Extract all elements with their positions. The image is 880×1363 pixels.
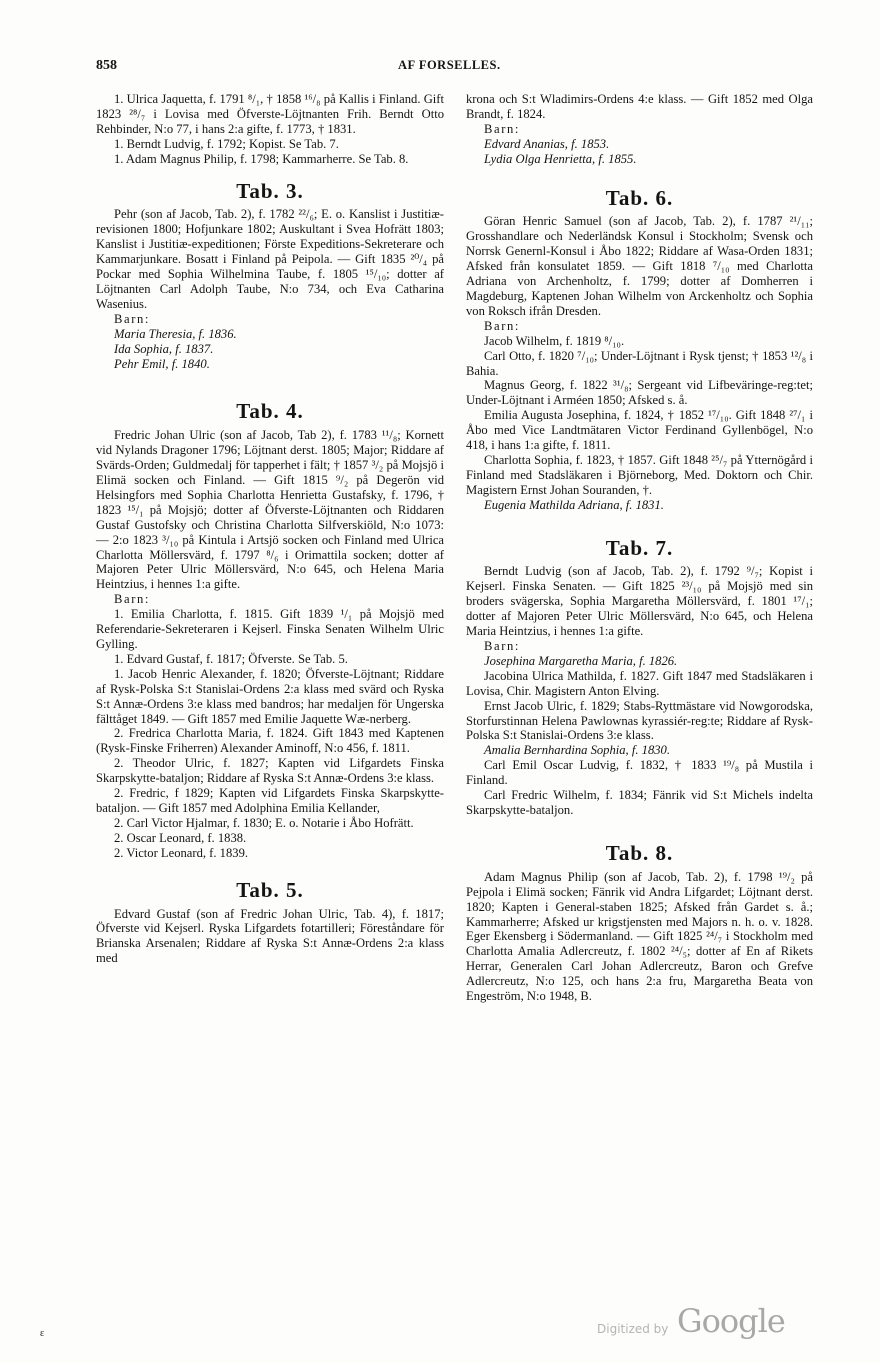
tab-7-children-label: Barn: xyxy=(484,639,520,653)
tab-7-child: Carl Emil Oscar Ludvig, f. 1832, † 1833 ¹⁹/₈ på Mustila i Finland. xyxy=(466,758,813,788)
page-header xyxy=(96,58,814,80)
tab-5-heading: Tab. 5. xyxy=(236,877,304,902)
tab-4-child: 2. Theodor Ulric, f. 1827; Kapten vid Lifgardets Finska Skarpskytte-bataljon; Riddare af Ryska S:t Annæ-Ordens 3:e klass. xyxy=(96,756,444,786)
tab-3-heading: Tab. 3. xyxy=(236,178,304,203)
entry-adam-magnus: 1. Adam Magnus Philip, f. 1798; Kammarherre. Se Tab. 8. xyxy=(114,151,409,166)
entry-berndt-ludvig: 1. Berndt Ludvig, f. 1792; Kopist. Se Tab. 7. xyxy=(114,136,339,151)
google-logo: Google xyxy=(677,1302,785,1340)
tab-8-text: Adam Magnus Philip (son af Jacob, Tab. 2), f. 1798 ¹⁹/₂ på Pejpola i Elimä socken; Fänrik vid Andra Lifgardet; Löjtnant derst. 1820; Kapten i General-staben 1825; Afsked från Gardet s. å.; Kammarherre; Afsked ur krigstjensten med Majors n. h. o. v. 1828. Eger Ekensberg i Södermanland. — Gift 1825 ²⁴/₇ i Stockholm med Charlotta Amalia Adlercreutz, f. 1802 ²⁴/₅; dotter af En af Rikets Herrar, Generalen Carl Johan Adlercreutz, Baron och Grefve Adlercreutz, N:o 125, och hans 2:a fru, Margaretha Beata von Engeström, N:o 1948, B. xyxy=(466,869,813,1004)
tab-4-child: 1. Edvard Gustaf, f. 1817; Öfverste. Se Tab. 5. xyxy=(114,651,348,666)
tab-3-text: Pehr (son af Jacob, Tab. 2), f. 1782 ²²/₆; E. o. Kanslist i Justitiæ-revisionen 1800; Hofjunkare 1802; Auskultant i Svea Hofrätt 1803; Kanslist i Justitiæ-expeditionen; Förste Expeditions-Sekreterare och Kammarjunkare. Bosatt i Finland på Peipola. — Gift 1835 ²⁰/₄ på Pockar med Sophia Wilhelmina Taube, f. 1805 ¹⁵/₁₀; dotter af Löjtnanten Carl Adolph Taube, N:o 734, och Eva Catharina Wasenius. xyxy=(96,207,444,311)
tab-5-child: Edvard Ananias, f. 1853. xyxy=(484,136,610,151)
tab-7-child: Carl Fredric Wilhelm, f. 1834; Fänrik vid S:t Michels indelta Skarpskytte-bataljon. xyxy=(466,788,813,817)
tab-4-children-label: Barn: xyxy=(114,592,150,607)
tab-3-child: Maria Theresia, f. 1836. xyxy=(114,326,237,341)
tab-4-child: 1. Emilia Charlotta, f. 1815. Gift 1839 ¹/₁ på Mojsjö med Referendarie-Sekreteraren i Kejserl. Finska Senaten Wilhelm Ulric Gylling. xyxy=(96,607,444,651)
tab-4-child: 1. Jacob Henric Alexander, f. 1820; Öfverste-Löjtnant; Riddare af Rysk-Polska S:t Stanislai-Ordens 2:a klass med svärd och Ryska S:t Annæ-Ordens 3:e klass med bandros; har medaljen för Ungerska fälttåget 1849. — Gift 1857 med Emilie Jaquette Wæ-nerberg. xyxy=(96,666,444,726)
tab-6-child: Charlotta Sophia, f. 1823, † 1857. Gift 1848 ²⁵/₇ på Ytternögård i Finland med Stadsläkaren i Björneborg, Med. Doktorn och Chir. Magistern Ernst Johan Souranden, †. xyxy=(466,452,813,497)
tab-4-child: 2. Carl Victor Hjalmar, f. 1830; E. o. Notarie i Åbo Hofrätt. xyxy=(114,815,414,830)
tab-7-text: Berndt Ludvig (son af Jacob, Tab. 2), f. 1792 ⁹/₇; Kopist i Kejserl. Finska Senaten. — Gift 1825 ²³/₁₀ på Mojsjö med sin broders svägerska, Sophia Margaretha Möllersvärd, f. 1801 ¹⁷/₁; dotter af Majoren Peter Ulric Möllersvärd, N:o 645, och Helena Maria Heintzius, i hennes 1:a gifte. xyxy=(466,564,813,639)
tab-6-text: Göran Henric Samuel (son af Jacob, Tab. 2), f. 1787 ²¹/₁₁; Grosshandlare och Nederländsk Konsul i Stockholm; Svensk och Norrsk Genernl-Konsul i Åbo 1822; Riddare af Wasa-Orden 1831; Afsked från konsulatet 1859. — Gift 1818 ⁷/₁₀ med Charlotta Adriana von Archenholtz, f. 1799; dotter af Domherren i Magdeburg, Kaptenen Johan Wilhelm von Arckenholtz och Sophia von Roksch ifrån Dresden. xyxy=(466,214,813,318)
tab-4-text: Fredric Johan Ulric (son af Jacob, Tab 2), f. 1783 ¹¹/₈; Kornett vid Nylands Dragoner 1796; Löjtnant derst. 1805; Major; Riddare af Svärds-Orden; Guldmedalj för tapperhet i fält; † 1857 ³/₂ på Mojsjö i Elimä socken och Finland. — Gift 1815 ⁹/₂ på Degerön vid Helsingfors med Sophia Charlotta Henrietta Gustafsky, f. 1796, † 1823 ¹⁵/₁ på Mojsjö; dotter af Öfverste-Löjtnanten och Riddaren Gustaf Gustofsky och Christina Charlotta Silfverskiöld, N:o 1073: — 2:o 1823 ³/₁₀ på Kintula i Artsjö socken och Finland med Ulrica Charlotta Möllersvärd, f. 1797 ⁸/₆ i Orimattila socken; dotter af Majoren Peter Ulric Möllersvärd, N:o 645, och Helena Maria Heintzius, i hennes 1:a gifte. xyxy=(96,428,444,592)
corner-mark: ε xyxy=(40,1328,45,1339)
tab-8-heading: Tab. 8. xyxy=(605,840,674,865)
tab-4-heading: Tab. 4. xyxy=(236,399,304,424)
tab-6-child: Jacob Wilhelm, f. 1819 ⁸/₁₀. xyxy=(484,333,625,348)
page-number: 858 xyxy=(96,58,117,73)
tab-7-heading: Tab. 7. xyxy=(605,535,674,560)
digitized-by-google-watermark xyxy=(597,1302,783,1346)
tab-3-child: Ida Sophia, f. 1837. xyxy=(114,341,214,356)
tab-4-child: 2. Fredrica Charlotta Maria, f. 1824. Gift 1843 med Kaptenen (Rysk-Finske Friherren) Alexander Aminoff, N:o 456, f. 1811. xyxy=(96,726,444,756)
tab-5-children-label: Barn: xyxy=(484,121,520,136)
tab-7-child: Ernst Jacob Ulric, f. 1829; Stabs-Ryttmästare vid Nowgorodska, Storfurstinnan Helena Pawlownas kyrassiér-reg:te; Riddare af Rysk-Polska S:t Stanislai-Ordens 3:e klass. xyxy=(466,698,813,743)
tab-6-heading: Tab. 6. xyxy=(605,185,674,210)
tab-6-child: Magnus Georg, f. 1822 ³¹/₈; Sergeant vid Lifbeväringe-reg:tet; Under-Löjtnant i Arméen 1850; Afsked s. å. xyxy=(466,378,813,408)
tab-5-continuation: krona och S:t Wladimirs-Ordens 4:e klass. — Gift 1852 med Olga Brandt, f. 1824. xyxy=(466,92,813,121)
tab-5-child: Lydia Olga Henrietta, f. 1855. xyxy=(484,151,637,166)
tab-4-child: 2. Fredric, f 1829; Kapten vid Lifgardets Finska Skarpskytte-bataljon. — Gift 1857 med Adolphina Emilia Kellander, xyxy=(96,786,444,815)
tab-6-child: Eugenia Mathilda Adriana, f. 1831. xyxy=(484,497,664,512)
tab-4-child: 2. Oscar Leonard, f. 1838. xyxy=(114,830,247,845)
tab-5-text: Edvard Gustaf (son af Fredric Johan Ulric, Tab. 4), f. 1817; Öfverste vid Kejserl. Ryska Lifgardets fotartilleri; Föreståndare för Brianska Arsenalen; Riddare af Ryska S:t Annæ-Ordens 2:a klass med xyxy=(96,906,444,966)
tab-4-child: 2. Victor Leonard, f. 1839. xyxy=(114,845,249,860)
left-column xyxy=(96,92,444,966)
tab-6-children-label: Barn: xyxy=(484,318,520,333)
tab-3-child: Pehr Emil, f. 1840. xyxy=(114,356,210,371)
tab-6-child: Carl Otto, f. 1820 ⁷/₁₀; Under-Löjtnant i Rysk tjenst; † 1853 ¹²/₈ i Bahia. xyxy=(466,348,813,378)
tab-7-child: Amalia Bernhardina Sophia, f. 1830. xyxy=(484,743,670,758)
digitized-label: Digitized by xyxy=(597,1322,669,1336)
entry-ulrica-jaquetta: 1. Ulrica Jaquetta, f. 1791 ⁸/₁, † 1858 ¹⁶/₈ på Kallis i Finland. Gift 1823 ²⁸/₇ i Lovisa med Öfverste-Löjtnanten Frih. Berndt Otto Rehbinder, N:o 77, i hans 2:a gifte, f. 1773, † 1831. xyxy=(96,92,444,136)
tab-6-child: Emilia Augusta Josephina, f. 1824, † 1852 ¹⁷/₁₀. Gift 1848 ²⁷/₁ i Åbo med Vice Landtmätaren Victor Ferdinand Gyllenbögel, N:o 418, i hans 1:a gifte, f. 1811. xyxy=(466,408,813,453)
tab-3-children-label: Barn: xyxy=(114,311,150,326)
tab-7-child: Jacobina Ulrica Mathilda, f. 1827. Gift 1847 med Stadsläkaren i Lovisa, Chir. Magistern Anton Elving. xyxy=(466,668,813,698)
right-column xyxy=(466,92,813,1004)
tab-7-child: Josephina Margaretha Maria, f. 1826. xyxy=(484,653,678,668)
running-head: AF FORSELLES. xyxy=(398,58,501,72)
